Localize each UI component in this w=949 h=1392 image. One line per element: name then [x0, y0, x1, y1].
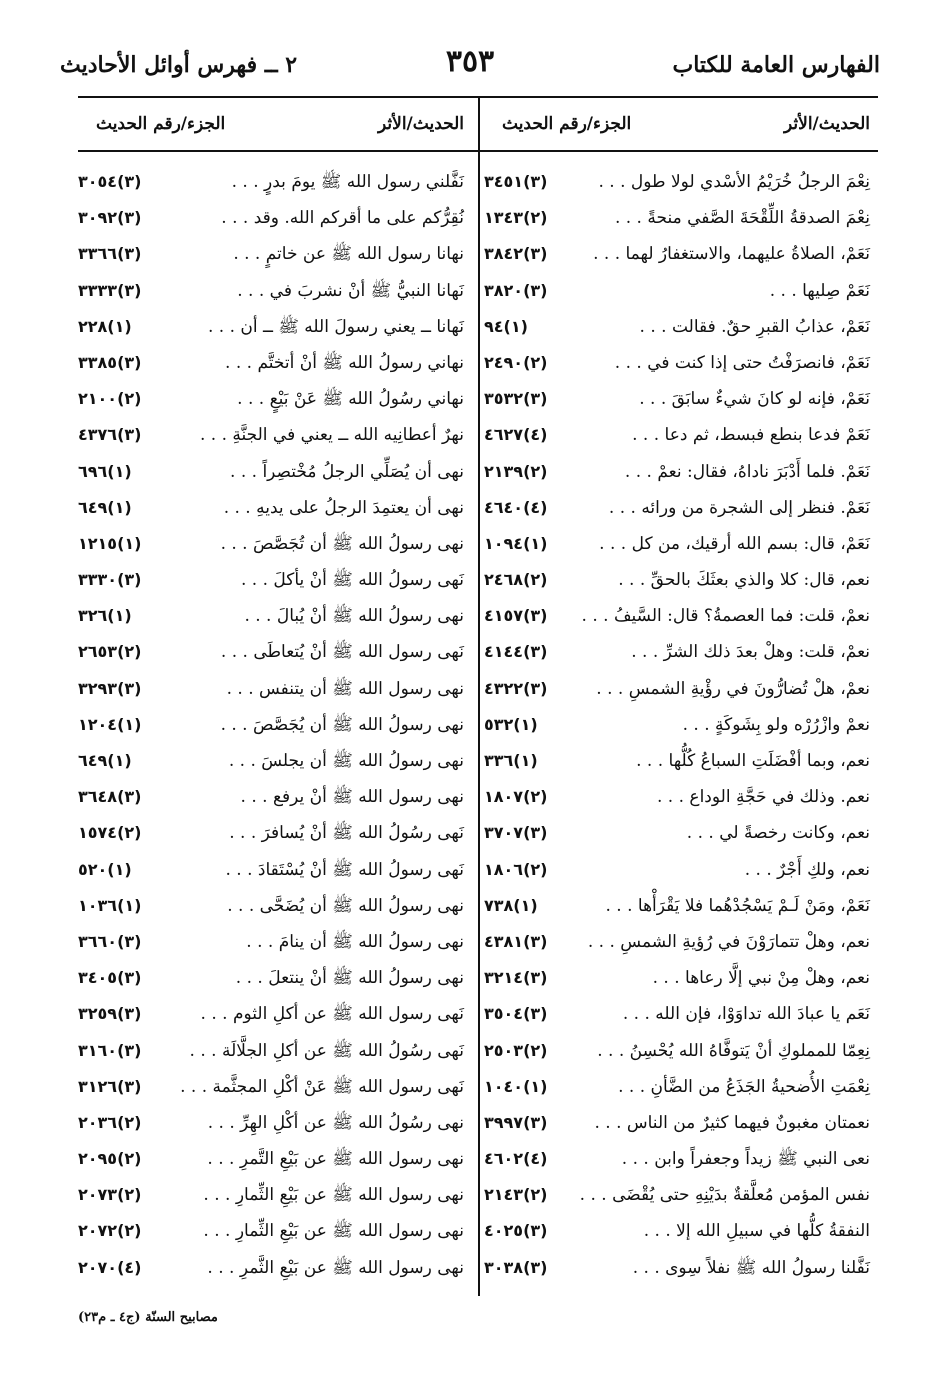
volume-hadith-ref: (٣)٣٠٥٤	[78, 172, 142, 191]
hadith-incipit: نعم، ولكِ أَجْرٌ . . .	[744, 859, 870, 880]
volume-hadith-ref: (٣)٣٨٤٢	[484, 244, 548, 264]
volume-hadith-ref: (٣)٣٩٩٧	[484, 1112, 548, 1132]
volume-hadith-ref: (٣)٣١٦٠	[78, 1040, 142, 1060]
index-entry	[78, 309, 470, 345]
volume-hadith-ref: (١)١٠٣٦	[78, 895, 142, 915]
index-entry	[78, 779, 470, 815]
index-entry	[78, 273, 470, 309]
index-entry	[78, 671, 470, 707]
hadith-incipit: نَهى رسول الله ﷺ عَنْ أكْلِ المجثَّمة . . .	[180, 1076, 464, 1097]
index-entry	[78, 924, 470, 960]
index-entry	[484, 743, 876, 779]
hadith-incipit: نِعْمَ الصدقةُ اللِّقْحَةَ الصَّفي منحةً . . .	[614, 208, 870, 229]
volume-hadith-ref: (١)٢٢٨	[78, 316, 132, 336]
index-entry	[78, 743, 470, 779]
volume-hadith-ref: (٢)٢٦٥٣	[78, 642, 142, 662]
volume-hadith-ref: (٣)٤٣٢٢	[484, 678, 548, 698]
index-entry	[78, 1105, 470, 1141]
index-entry	[78, 1069, 470, 1105]
hadith-incipit: نَفَّلني رسول الله ﷺ يومَ بدرٍ . . .	[231, 172, 464, 192]
volume-hadith-ref: (١)٥٣٢	[484, 714, 538, 734]
hadith-incipit: نِعِمّا للمملوكِ أنْ يَتوفَّاهُ الله يُحْسِنُ . . .	[597, 1040, 870, 1061]
index-entry	[78, 852, 470, 888]
hadith-incipit: نهى رسولُ الله ﷺ أنْ يُبالَ . . .	[244, 606, 464, 627]
hadith-incipit: نَعَمْ. فنظر إلى الشجرة من ورائه . . .	[608, 497, 870, 518]
volume-hadith-ref: (٢)٢٤٩٠	[484, 352, 548, 372]
hadith-incipit: نَهى رسول الله ﷺ عن أكلِ الثوم . . .	[200, 1004, 464, 1025]
hadith-column-label: الحديث/الأثر	[378, 114, 464, 134]
index-entry	[78, 1250, 470, 1286]
volume-hadith-ref: (٣)٣٤٥١	[484, 172, 548, 191]
hadith-incipit: نعم، وهلْ تتمارَوْنَ في رُؤيةِ الشمسِ . . .	[587, 931, 870, 952]
index-entry	[484, 309, 876, 345]
index-entry	[484, 417, 876, 453]
volume-hadith-ref: (١)٦٤٩	[78, 751, 132, 770]
index-entry	[78, 707, 470, 743]
hadith-incipit: نَعَمْ، الصلاةُ عليهما، والاستغفارُ لهما . . .	[593, 244, 870, 265]
hadith-incipit: نهى رسول الله ﷺ عن بَيْعِ الثَّمرِ . . .	[207, 1257, 464, 1278]
volume-hadith-ref: (٣)٤٣٨١	[484, 931, 548, 951]
index-entry	[78, 1177, 470, 1213]
hadith-incipit: نهى رسولُ الله ﷺ أنْ ينتعلَ . . .	[235, 968, 464, 989]
hadith-incipit: نعم، وكانت رخصةً لي . . .	[686, 823, 870, 844]
volume-hadith-ref: (٢)٢٠٧٣	[78, 1185, 142, 1205]
index-entry	[78, 381, 470, 417]
volume-hadith-ref: (٣)٣٣٣٣	[78, 280, 142, 300]
hadith-incipit: نَعَمْ، فانصرَفْتُ حتى إذا كنت في . . .	[614, 352, 870, 373]
index-entry	[78, 200, 470, 236]
index-entry	[484, 924, 876, 960]
volume-hadith-ref: (٢)٢٠٧٢	[78, 1221, 142, 1241]
index-entry	[484, 888, 876, 924]
index-entry	[484, 779, 876, 815]
index-entry	[484, 381, 876, 417]
index-entry	[484, 671, 876, 707]
index-entry	[484, 852, 876, 888]
index-entry	[484, 200, 876, 236]
hadith-incipit: نهى رسولُ الله ﷺ أن تُجَصَّصَ . . .	[220, 533, 464, 554]
volume-hadith-ref: (٢)١٨٠٧	[484, 787, 548, 807]
running-title-right: الفهارس العامة للكتاب	[672, 52, 880, 78]
volume-hadith-ref: (١)١٠٩٤	[484, 533, 548, 553]
hadith-incipit: نعمتان مغبونٌ فيهما كثيرٌ من الناس . . .	[594, 1112, 870, 1133]
index-entry	[78, 1033, 470, 1069]
hadith-incipit: نهى رسول الله ﷺ أن يتنفس . . .	[226, 678, 464, 699]
hadith-incipit: نُقِرُّكم على ما أقركم الله. وقد . . .	[221, 208, 464, 229]
hadith-incipit: نهى رسول الله ﷺ أنْ يرفع . . .	[240, 787, 464, 808]
hadith-incipit: نهاني رسُولُ الله ﷺ عَنْ بَيْعٍ . . .	[237, 389, 464, 410]
volume-hadith-ref: (٢)١٣٤٣	[484, 208, 548, 228]
index-entry	[484, 236, 876, 272]
hadith-incipit: نهانا رسول الله ﷺ عن خاتمٍ . . .	[233, 244, 464, 265]
volume-hadith-ref: (٣)٣٢٩٣	[78, 678, 142, 698]
volume-hadith-ref: (٤)٤٦٠٢	[484, 1149, 548, 1169]
index-entry	[484, 490, 876, 526]
hadith-incipit: نهى رسولُ الله ﷺ أن يجلسَ . . .	[228, 751, 464, 771]
volume-hadith-ref: (٢)٢١٣٩	[484, 461, 548, 481]
hadith-incipit: نهى رسول الله ﷺ عن بَيْعِ الثِّمارِ . . .	[203, 1221, 464, 1242]
running-title-left: ٢ ــ فهرس أوائل الأحاديث	[60, 52, 298, 78]
index-entry	[484, 1141, 876, 1177]
index-entry	[484, 345, 876, 381]
hadith-incipit: نهى رسول الله ﷺ عن بَيْعِ التَّمرِ . . .	[207, 1149, 464, 1170]
column-divider	[478, 96, 480, 1296]
index-entry	[78, 236, 470, 272]
volume-hadith-ref: (٣)٤٠٢٥	[484, 1221, 548, 1241]
hadith-incipit: نَهانا ــ يعني رسولَ الله ﷺ ــ أن . . .	[207, 316, 464, 337]
volume-hadith-ref: (٤)٢٠٧٠	[78, 1257, 142, 1277]
volume-hadith-ref: (٣)٣٥٠٤	[484, 1004, 548, 1024]
hadith-incipit: نعم، قال: كلا والذي بعثَكَ بالحقِّ . . .	[618, 570, 870, 591]
index-entry	[484, 1105, 876, 1141]
index-entry	[484, 526, 876, 562]
index-entry	[484, 1250, 876, 1286]
hadith-incipit: نَهانا النبيُّ ﷺ أنْ نشربَ في . . .	[237, 280, 464, 301]
index-entry	[78, 598, 470, 634]
volume-hadith-ref: (٣)٣١٢٦	[78, 1076, 142, 1096]
hadith-incipit: نَعَمْ، فإنه لو كانَ شيءٌ سابَقَ . . .	[639, 389, 870, 410]
hadith-incipit: نهى رسول الله ﷺ عن بَيْعِ الثِّمارِ . . .	[203, 1185, 464, 1206]
volume-hadith-ref: (١)٧٣٨	[484, 895, 538, 915]
right-column-header	[484, 100, 876, 146]
hadith-incipit: نَهى رسولُ الله ﷺ أنْ يُسْتَقادَ . . .	[225, 859, 464, 880]
hadith-incipit: نَعَم يا عبادَ الله تداوَوْا، فإن الله . . .	[622, 1004, 870, 1025]
index-entry	[78, 960, 470, 996]
volume-hadith-ref: (٣)٣٥٣٢	[484, 389, 548, 409]
left-column	[78, 100, 470, 1286]
index-entry	[484, 273, 876, 309]
index-entry	[78, 1141, 470, 1177]
volume-hadith-ref: (١)٦٩٦	[78, 461, 132, 481]
hadith-incipit: نفس المؤمن مُعلَّقةٌ بدَيْنِهِ حتى يُقْضَى . . .	[579, 1185, 870, 1206]
hadith-incipit: نَفَّلنا رسولُ الله ﷺ نفلاً سِوى . . .	[632, 1257, 870, 1278]
volume-hadith-ref: (٣)٣٢٥٩	[78, 1004, 142, 1024]
volume-hadith-ref: (١)٥٢٠	[78, 859, 132, 879]
volume-hadith-ref: (٣)٤١٤٤	[484, 642, 548, 662]
index-entry	[484, 707, 876, 743]
index-entry	[484, 1177, 876, 1213]
hadith-incipit: نهى رسولُ الله ﷺ أن يُضَحَّى . . .	[227, 895, 464, 916]
hadith-incipit: نهى رسولُ الله ﷺ أن ينامَ . . .	[246, 931, 464, 952]
volume-hadith-ref: (٢)٢٠٩٥	[78, 1149, 142, 1169]
hadith-incipit: نَعَمْ صِليها . . .	[769, 280, 870, 301]
volume-hadith-ref: (٣)٣٣٦٦	[78, 244, 142, 264]
hadith-incipit: نهاني رسولُ الله ﷺ أنْ أتختَّم . . .	[225, 352, 464, 373]
volume-hadith-ref: (٤)٤٦٤٠	[484, 497, 548, 517]
volume-hadith-ref: (١)٩٤	[484, 316, 528, 336]
volume-hadith-ref: (٢)٢٥٠٣	[484, 1040, 548, 1060]
volume-hadith-ref: (١)٣٢٦	[78, 606, 132, 626]
right-column	[484, 100, 876, 1286]
volume-hadith-ref: (٢)٢١٤٣	[484, 1185, 548, 1205]
index-entry	[484, 562, 876, 598]
hadith-incipit: نِعْمَ الرجلُ خُرَيْمُ الأسْدي لولا طول . . .	[598, 172, 870, 192]
right-index-list	[484, 164, 876, 1286]
volume-hadith-ref: (١)١٠٤٠	[484, 1076, 548, 1096]
volume-hadith-ref: (٢)٢٠٣٦	[78, 1112, 142, 1132]
hadith-incipit: نَعَمْ، قال: بسم الله أرقيك، من كل . . .	[599, 533, 870, 554]
volume-hadith-ref: (٣)٣٦٦٠	[78, 931, 142, 951]
left-index-list	[78, 164, 470, 1286]
index-entry	[78, 634, 470, 670]
volume-hadith-ref: (٣)٣٠٩٢	[78, 208, 142, 228]
index-entry	[78, 454, 470, 490]
hadith-incipit: النفقةُ كلُّها في سبيلِ الله إلا . . .	[643, 1221, 870, 1242]
hadith-incipit: نَعَمْ، عذابُ القبرِ حقٌ. فقالت . . .	[639, 316, 870, 337]
volume-hadith-ref: (٤)٤٦٢٧	[484, 425, 548, 445]
hadith-incipit: نعم، وبما أفْضَلَتِ السباعُ كُلُّها . . .	[636, 751, 870, 771]
volume-hadith-ref: (٣)٣٦٤٨	[78, 787, 142, 807]
volume-hadith-ref: (٢)١٥٧٤	[78, 823, 142, 843]
volume-hadith-ref: (٣)٣٧٠٧	[484, 823, 548, 843]
volume-hadith-ref: (٣)٣٣٨٥	[78, 352, 142, 372]
volume-hadith-ref: (١)٦٤٩	[78, 497, 132, 517]
volume-hadith-ref: (٢)٢١٠٠	[78, 389, 142, 409]
index-entry	[78, 526, 470, 562]
index-entry	[484, 996, 876, 1032]
volume-hadith-ref: (١)١٢١٥	[78, 533, 142, 553]
volume-hadith-ref: (٣)٣٣٣٠	[78, 570, 142, 590]
hadith-incipit: نعى النبي ﷺ زيداً وجعفراً وابن . . .	[621, 1149, 870, 1170]
hadith-incipit: نَهى رسول الله ﷺ أنْ يُتعاطَى . . .	[220, 642, 464, 663]
hadith-incipit: نعمْ، هلْ تُضارُّونَ في رؤْيةِ الشمسِ . . .	[596, 678, 870, 699]
volume-hadith-ref: (٣)٤٣٧٦	[78, 425, 142, 445]
volume-hadith-ref: (٢)٢٤٦٨	[484, 570, 548, 590]
volume-hadith-ref: (٢)١٨٠٦	[484, 859, 548, 879]
page-header	[60, 44, 880, 88]
index-entry	[78, 490, 470, 526]
index-entry	[484, 1069, 876, 1105]
index-entry	[78, 815, 470, 851]
hadith-incipit: نهى رسولُ الله ﷺ أن يُجَصَّصَ . . .	[220, 714, 464, 735]
hadith-incipit: نَعَمْ. فلما أَدْبَرَ ناداهُ، فقال: نعمْ . . .	[624, 461, 870, 482]
index-entry	[484, 960, 876, 996]
index-entry	[484, 815, 876, 851]
volume-hadith-ref: (٣)٤١٥٧	[484, 606, 548, 626]
hadith-incipit: نهى أن يُصَلِّي الرجلُ مُخْتصِراً . . .	[230, 461, 464, 482]
page-footer-signature: مصابيح السنّة (ج٤ ـ م٢٣)	[78, 1310, 218, 1325]
hadith-incipit: نعم. وذلك في حَجَّةِ الوداع . . .	[657, 787, 870, 808]
index-entry	[78, 996, 470, 1032]
hadith-incipit: نَهى رسُولُ الله ﷺ أنْ يُسافرَ . . .	[229, 823, 464, 844]
index-entry	[484, 634, 876, 670]
index-entry	[484, 164, 876, 200]
left-column-header	[78, 100, 470, 146]
volume-hadith-ref: (١)٣٣٦	[484, 751, 538, 770]
hadith-incipit: نعمْ، قلت: وهلْ بعدَ ذلك الشرِّ . . .	[631, 642, 870, 663]
hadith-incipit: نَهى رسُولُ الله ﷺ عن أكلِ الجلَّالَة . . .	[189, 1040, 464, 1061]
index-entry	[78, 164, 470, 200]
ref-column-label: الجزء/رقم الحديث	[96, 114, 226, 134]
hadith-incipit: نهى رسُولُ الله ﷺ عن أكْلِ الهِرِّ . . .	[207, 1112, 464, 1133]
index-entry	[78, 562, 470, 598]
index-entry	[78, 417, 470, 453]
ref-column-label: الجزء/رقم الحديث	[502, 114, 632, 134]
volume-hadith-ref: (١)١٢٠٤	[78, 714, 142, 734]
index-entry	[484, 598, 876, 634]
index-entry	[78, 888, 470, 924]
hadith-incipit: نعمْ، قلت: فما العصمةُ؟ قال: السَّيفُ . . .	[581, 606, 870, 627]
index-entry	[484, 1033, 876, 1069]
hadith-incipit: نَعَمْ فدعا بنطع فبسط، ثم دعا . . .	[632, 425, 870, 446]
hadith-incipit: نعم، وهلْ مِنْ نبي إلَّا رعاها . . .	[652, 968, 870, 989]
hadith-column-label: الحديث/الأثر	[784, 114, 870, 134]
volume-hadith-ref: (٣)٣٤٠٥	[78, 968, 142, 988]
volume-hadith-ref: (٣)٣٨٢٠	[484, 280, 548, 300]
hadith-incipit: نَعَمْ، ومَنْ لَـمْ يَسْجُدْهُما فلا يَقْرَأْها . . .	[605, 895, 870, 916]
index-entry	[484, 454, 876, 490]
index-entry	[78, 1213, 470, 1249]
index-entry	[484, 1213, 876, 1249]
hadith-incipit: نهى أن يعتمِدَ الرجلُ على يديهِ . . .	[223, 497, 464, 518]
hadith-incipit: نعمْ وازْرُرْه ولو بِشَوكَةٍ . . .	[682, 714, 870, 735]
volume-hadith-ref: (٣)٣٢١٤	[484, 968, 548, 988]
index-entry	[78, 345, 470, 381]
hadith-incipit: نهرٌ أعطانِيه الله ــ يعني في الجنَّةِ . . .	[199, 425, 464, 446]
volume-hadith-ref: (٣)٣٠٣٨	[484, 1257, 548, 1277]
hadith-incipit: نَهى رسولُ الله ﷺ أنْ يأكلَ . . .	[240, 570, 464, 591]
hadith-incipit: نِعْمَتِ الأُضحيةُ الجَذَعُ من الضَّأنِ . . .	[618, 1076, 870, 1097]
page-number: ٣٥٣	[445, 44, 495, 79]
